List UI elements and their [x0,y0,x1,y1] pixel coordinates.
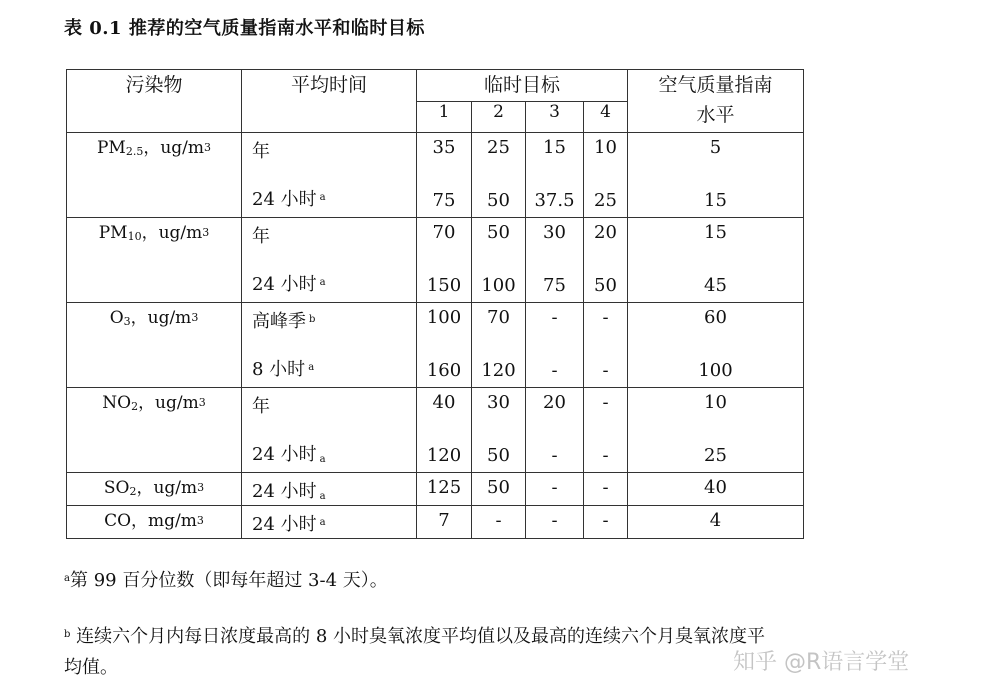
interim-3-value: - [551,477,558,498]
interim-3-entry [526,510,583,531]
avg-time-value: 高峰季 [252,311,306,332]
footnote-mark: a [319,454,326,465]
pollutant-unit: ，ug/m [130,308,192,328]
guideline-entry [628,137,803,158]
interim-2-value: 50 [487,445,510,466]
footnote-b-text-line2: 均值。 [64,657,118,678]
interim-4-entry [584,477,627,498]
pollutant-subscript: 3 [123,315,131,328]
interim-3-entry [526,275,583,296]
interim-4-entry [584,137,627,158]
guideline-entry [628,510,803,531]
avg-time-value: 年 [252,396,270,417]
avg-time-entry [242,307,416,333]
table-row [67,303,804,388]
interim-1-entry [417,445,471,466]
footnote-a-mark: a [64,573,70,584]
footnote-mark: a [308,362,315,373]
interim-4 [584,506,628,539]
interim-4-value: 20 [594,222,617,243]
interim-2 [472,133,526,218]
interim-3 [526,473,584,506]
interim-1-entry [417,275,471,296]
interim-3-value: 20 [543,392,566,413]
footnote-a [64,567,388,598]
interim-3 [526,303,584,388]
interim-4-value: 10 [594,137,617,158]
interim-3 [526,133,584,218]
interim-3-entry [526,307,583,328]
interim-4-value: - [602,445,609,466]
guideline-value: 25 [704,445,727,466]
avg-time-entry [242,392,416,418]
interim-1-entry [417,137,471,158]
interim-4-value: - [602,477,609,498]
footnote-mark: a [319,517,326,528]
interim-4-entry [584,190,627,211]
interim-2-entry [472,360,525,381]
interim-3-entry [526,477,583,498]
header-interim-3: 3 [526,102,584,133]
avg-time-value: 24 小时 [252,514,317,535]
guideline [628,506,804,539]
table-title: 表 0.1 推荐的空气质量指南水平和临时目标 [64,18,425,39]
pollutant-name: SO [103,478,130,498]
header-interim-2: 2 [472,102,526,133]
pollutant-unit: ，mg/m [131,511,197,531]
interim-1-value: 160 [426,360,462,381]
interim-1-value: 7 [438,510,450,531]
header-guideline [628,70,804,133]
pollutant-unit-exponent: 3 [198,396,206,409]
guideline-entry [628,222,803,243]
interim-4-entry [584,307,627,328]
table-row [67,133,804,218]
interim-4-entry [584,360,627,381]
pollutant-subscript: 2.5 [125,145,144,158]
interim-3-entry [526,360,583,381]
interim-1-value: 35 [432,137,456,158]
interim-1 [417,303,472,388]
interim-4 [584,388,628,473]
table-row [67,506,804,539]
header-guideline-line2: 水平 [696,104,735,126]
interim-4-value: - [602,510,609,531]
interim-1-entry [417,392,471,413]
interim-2-entry [472,445,525,466]
avg-time-value: 24 小时 [252,444,317,465]
interim-4-value: 50 [594,275,617,296]
avg-time [242,388,417,473]
interim-1 [417,218,472,303]
interim-4-value: - [602,360,609,381]
interim-2 [472,506,526,539]
interim-3 [526,218,584,303]
avg-time-entry [242,222,416,248]
interim-2 [472,303,526,388]
avg-time-entry [242,440,416,466]
table-row [67,218,804,303]
interim-2-entry [472,307,525,328]
pollutant-name: O [109,308,124,328]
pollutant-name: PM [96,138,126,158]
guideline-value: 40 [704,477,727,498]
pollutant-cell [67,218,242,303]
avg-time-value: 8 小时 [252,359,306,380]
interim-3-entry [526,190,583,211]
interim-2 [472,473,526,506]
header-pollutant: 污染物 [67,70,242,133]
table-row [67,473,804,506]
avg-time-entry [242,510,416,536]
footnote-mark: a [319,277,326,288]
interim-2-value: 50 [487,190,510,211]
avg-time [242,473,417,506]
interim-1 [417,473,472,506]
guideline-value: 60 [704,307,727,328]
interim-3-value: - [551,307,558,328]
pollutant-unit-exponent: 3 [202,226,210,239]
avg-time [242,218,417,303]
interim-1-value: 120 [426,445,462,466]
pollutant-cell [67,506,242,539]
avg-time-entry [242,355,416,381]
pollutant-unit-exponent: 3 [196,514,204,527]
interim-3-value: - [551,360,558,381]
avg-time [242,303,417,388]
interim-1-entry [417,307,471,328]
pollutant-name: NO [102,393,132,413]
guideline-entry [628,307,803,328]
interim-2-entry [472,222,525,243]
interim-3-entry [526,137,583,158]
interim-1 [417,133,472,218]
table-body [67,133,804,539]
pollutant-unit: ，ug/m [143,138,205,158]
pollutant-unit: ，ug/m [136,478,198,498]
avg-time-entry [242,185,416,211]
avg-time-value: 24 小时 [252,274,317,295]
pollutant-unit-exponent: 3 [204,141,212,154]
pollutant-cell [67,303,242,388]
interim-3-value: - [551,445,558,466]
pollutant-name: PM [98,223,128,243]
footnote-a-text: 第 99 百分位数（即每年超过 3-4 天）。 [69,570,388,591]
footnote-mark: b [309,314,316,325]
interim-1-entry [417,190,471,211]
avg-time-value: 24 小时 [252,481,317,502]
interim-1-value: 40 [432,392,456,413]
guideline-entry [628,392,803,413]
interim-4-entry [584,445,627,466]
guideline-value: 10 [704,392,727,413]
interim-1-entry [417,360,471,381]
interim-4-entry [584,275,627,296]
guideline-value: 5 [709,137,722,158]
interim-4-entry [584,392,627,413]
interim-2-value: 100 [481,275,516,296]
avg-time-entry [242,270,416,296]
interim-2-entry [472,477,525,498]
guideline [628,303,804,388]
interim-3-value: 75 [543,275,566,296]
interim-2-entry [472,137,525,158]
interim-2-value: 70 [487,307,510,328]
interim-3-value: - [551,510,558,531]
pollutant-unit-exponent: 3 [191,311,199,324]
guideline-value: 45 [704,275,727,296]
header-avg-time: 平均时间 [242,70,417,133]
interim-4-entry [584,222,627,243]
guideline-entry [628,445,803,466]
interim-4 [584,303,628,388]
header-guideline-line1: 空气质量指南 [658,74,773,96]
interim-3-entry [526,222,583,243]
avg-time-value: 年 [252,141,270,162]
interim-3-entry [526,392,583,413]
avg-time-entry [242,477,416,503]
header-interim-4: 4 [584,102,628,133]
pollutant-cell [67,388,242,473]
footnote-mark: a [319,491,326,502]
interim-3-value: 15 [543,137,566,158]
pollutant-subscript: 2 [129,485,137,498]
interim-4-value: 25 [594,190,617,211]
interim-3 [526,388,584,473]
interim-3-entry [526,445,583,466]
interim-2-entry [472,275,525,296]
avg-time [242,506,417,539]
interim-1-entry [417,477,471,498]
footnote-b [64,623,765,682]
guideline-entry [628,190,803,211]
avg-time [242,133,417,218]
guideline-value: 100 [698,360,733,381]
interim-2-entry [472,190,525,211]
interim-2 [472,218,526,303]
guideline-entry [628,477,803,498]
interim-1 [417,388,472,473]
interim-2-value: 25 [487,137,510,158]
pollutant-subscript: 10 [127,230,142,243]
interim-1-value: 125 [426,477,462,498]
interim-2 [472,388,526,473]
table-row [67,388,804,473]
interim-1-value: 70 [432,222,456,243]
guideline-value: 4 [709,510,722,531]
interim-4 [584,133,628,218]
avg-time-entry [242,137,416,163]
interim-2-value: 120 [481,360,516,381]
footnote-mark: a [319,192,326,203]
guideline-entry [628,360,803,381]
interim-1-entry [417,510,471,531]
guideline [628,388,804,473]
interim-2-entry [472,392,525,413]
avg-time-value: 年 [252,226,270,247]
interim-1-entry [417,222,471,243]
pollutant-subscript: 2 [131,400,139,413]
guideline-value: 15 [704,222,727,243]
interim-3 [526,506,584,539]
footnote-b-mark: b [64,629,71,640]
pollutant-cell [67,473,242,506]
interim-1-value: 100 [426,307,462,328]
interim-1-value: 75 [432,190,456,211]
guideline [628,133,804,218]
interim-2-value: 50 [487,222,510,243]
interim-2-value: 30 [487,392,510,413]
avg-time-value: 24 小时 [252,189,317,210]
interim-2-entry [472,510,525,531]
guideline-value: 15 [704,190,727,211]
pollutant-name: CO [104,511,132,531]
header-interim-1: 1 [417,102,472,133]
footnote-b-text-line1: 连续六个月内每日浓度最高的 8 小时臭氧浓度平均值以及最高的连续六个月臭氧浓度平 [76,626,766,647]
interim-4-entry [584,510,627,531]
interim-4-value: - [602,307,609,328]
interim-1-value: 150 [426,275,462,296]
pollutant-unit-exponent: 3 [197,481,205,494]
interim-4 [584,473,628,506]
header-interim: 临时目标 [417,70,628,102]
pollutant-unit: ，ug/m [141,223,203,243]
guideline [628,218,804,303]
interim-3-value: 30 [543,222,566,243]
pollutant-unit: ，ug/m [138,393,199,413]
guideline [628,473,804,506]
watermark: 知乎 @R语言学堂 [733,650,910,675]
interim-2-value: 50 [487,477,510,498]
pollutant-cell [67,133,242,218]
air-quality-table [66,69,804,539]
interim-3-value: 37.5 [534,190,575,211]
interim-2-value: - [495,510,502,531]
guideline-entry [628,275,803,296]
interim-4-value: - [602,392,609,413]
interim-1 [417,506,472,539]
interim-4 [584,218,628,303]
